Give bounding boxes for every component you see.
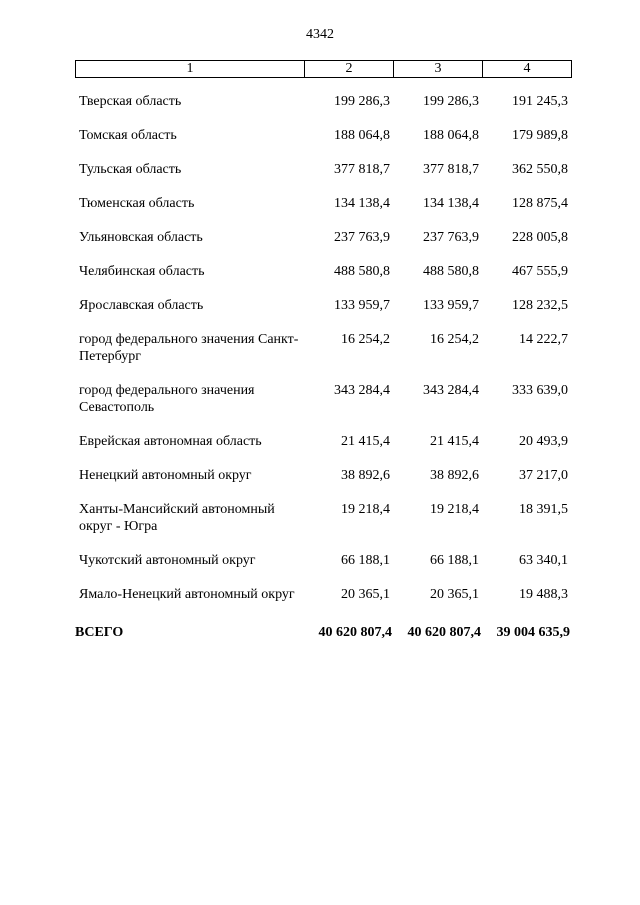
region-name-cell: Тюменская область xyxy=(79,196,195,211)
region-name-cell: Челябинская область xyxy=(79,264,205,279)
value-col-2-cell: 19 218,4 xyxy=(341,502,390,517)
value-col-3-cell: 38 892,6 xyxy=(430,468,479,483)
region-name-cell: Ульяновская область xyxy=(79,230,203,245)
value-col-3-cell: 21 415,4 xyxy=(430,434,479,449)
total-row xyxy=(75,618,573,641)
value-col-2-cell: 237 763,9 xyxy=(334,230,390,245)
region-name-cell: Чукотский автономный округ xyxy=(79,553,256,568)
region-name-cell: Томская область xyxy=(79,128,177,143)
value-col-4-cell: 191 245,3 xyxy=(512,94,568,109)
value-col-2-cell: 343 284,4 xyxy=(334,383,390,398)
value-col-4-cell: 362 550,8 xyxy=(512,162,568,177)
column-header-2: 2 xyxy=(305,61,394,78)
value-col-3-cell: 188 064,8 xyxy=(423,128,479,143)
value-col-3-cell: 66 188,1 xyxy=(430,553,479,568)
value-col-3-cell: 199 286,3 xyxy=(423,94,479,109)
value-col-4-cell: 63 340,1 xyxy=(519,553,568,568)
value-col-2-cell: 16 254,2 xyxy=(341,332,390,347)
total-value-col-3: 40 620 807,4 xyxy=(407,625,481,640)
table-row xyxy=(75,380,573,431)
table-row xyxy=(75,584,573,618)
value-col-4-cell: 19 488,3 xyxy=(519,587,568,602)
table-row xyxy=(75,261,573,295)
value-col-3-cell: 343 284,4 xyxy=(423,383,479,398)
region-name-cell: Ямало-Ненецкий автономный округ xyxy=(79,587,295,602)
value-col-2-cell: 188 064,8 xyxy=(334,128,390,143)
total-value-col-4: 39 004 635,9 xyxy=(496,625,570,640)
value-col-2-cell: 199 286,3 xyxy=(334,94,390,109)
value-col-3-cell: 134 138,4 xyxy=(423,196,479,211)
table-row xyxy=(75,193,573,227)
value-col-2-cell: 488 580,8 xyxy=(334,264,390,279)
region-name-cell: город федерального значения Санкт-Петербург xyxy=(79,332,299,364)
value-col-3-cell: 488 580,8 xyxy=(423,264,479,279)
column-header-4: 4 xyxy=(483,61,572,78)
column-header-1: 1 xyxy=(76,61,305,78)
table-row xyxy=(75,295,573,329)
region-name-cell: Ненецкий автономный округ xyxy=(79,468,252,483)
value-col-2-cell: 66 188,1 xyxy=(341,553,390,568)
value-col-4-cell: 128 232,5 xyxy=(512,298,568,313)
value-col-2-cell: 133 959,7 xyxy=(334,298,390,313)
region-name-cell: город федерального значения Севастополь xyxy=(79,383,255,415)
value-col-3-cell: 19 218,4 xyxy=(430,502,479,517)
value-col-4-cell: 37 217,0 xyxy=(519,468,568,483)
value-col-4-cell: 179 989,8 xyxy=(512,128,568,143)
value-col-4-cell: 228 005,8 xyxy=(512,230,568,245)
value-col-2-cell: 21 415,4 xyxy=(341,434,390,449)
value-col-3-cell: 16 254,2 xyxy=(430,332,479,347)
page-number: 4342 xyxy=(306,27,334,42)
table-row xyxy=(75,550,573,584)
total-label: ВСЕГО xyxy=(75,625,124,640)
column-header-row xyxy=(76,61,572,78)
value-col-2-cell: 134 138,4 xyxy=(334,196,390,211)
table-row xyxy=(75,227,573,261)
value-col-2-cell: 377 818,7 xyxy=(334,162,390,177)
value-col-4-cell: 20 493,9 xyxy=(519,434,568,449)
value-col-4-cell: 14 222,7 xyxy=(519,332,568,347)
value-col-4-cell: 467 555,9 xyxy=(512,264,568,279)
region-name-cell: Ханты-Мансийский автономный округ - Югра xyxy=(79,502,275,534)
table-row xyxy=(75,159,573,193)
column-header-3: 3 xyxy=(394,61,483,78)
table-row xyxy=(75,465,573,499)
table-row xyxy=(75,431,573,465)
value-col-3-cell: 20 365,1 xyxy=(430,587,479,602)
column-header-table xyxy=(75,60,572,78)
total-value-col-2: 40 620 807,4 xyxy=(318,625,392,640)
table-row xyxy=(75,329,573,380)
region-name-cell: Ярославская область xyxy=(79,298,204,313)
table-row xyxy=(75,125,573,159)
region-name-cell: Тверская область xyxy=(79,94,182,109)
value-col-2-cell: 38 892,6 xyxy=(341,468,390,483)
value-col-2-cell: 20 365,1 xyxy=(341,587,390,602)
region-name-cell: Тульская область xyxy=(79,162,182,177)
data-table xyxy=(75,91,573,641)
value-col-4-cell: 333 639,0 xyxy=(512,383,568,398)
value-col-3-cell: 133 959,7 xyxy=(423,298,479,313)
region-name-cell: Еврейская автономная область xyxy=(79,434,262,449)
value-col-4-cell: 128 875,4 xyxy=(512,196,568,211)
table-row xyxy=(75,91,573,125)
data-table-body xyxy=(75,91,573,641)
table-row xyxy=(75,499,573,550)
value-col-3-cell: 237 763,9 xyxy=(423,230,479,245)
value-col-4-cell: 18 391,5 xyxy=(519,502,568,517)
value-col-3-cell: 377 818,7 xyxy=(423,162,479,177)
